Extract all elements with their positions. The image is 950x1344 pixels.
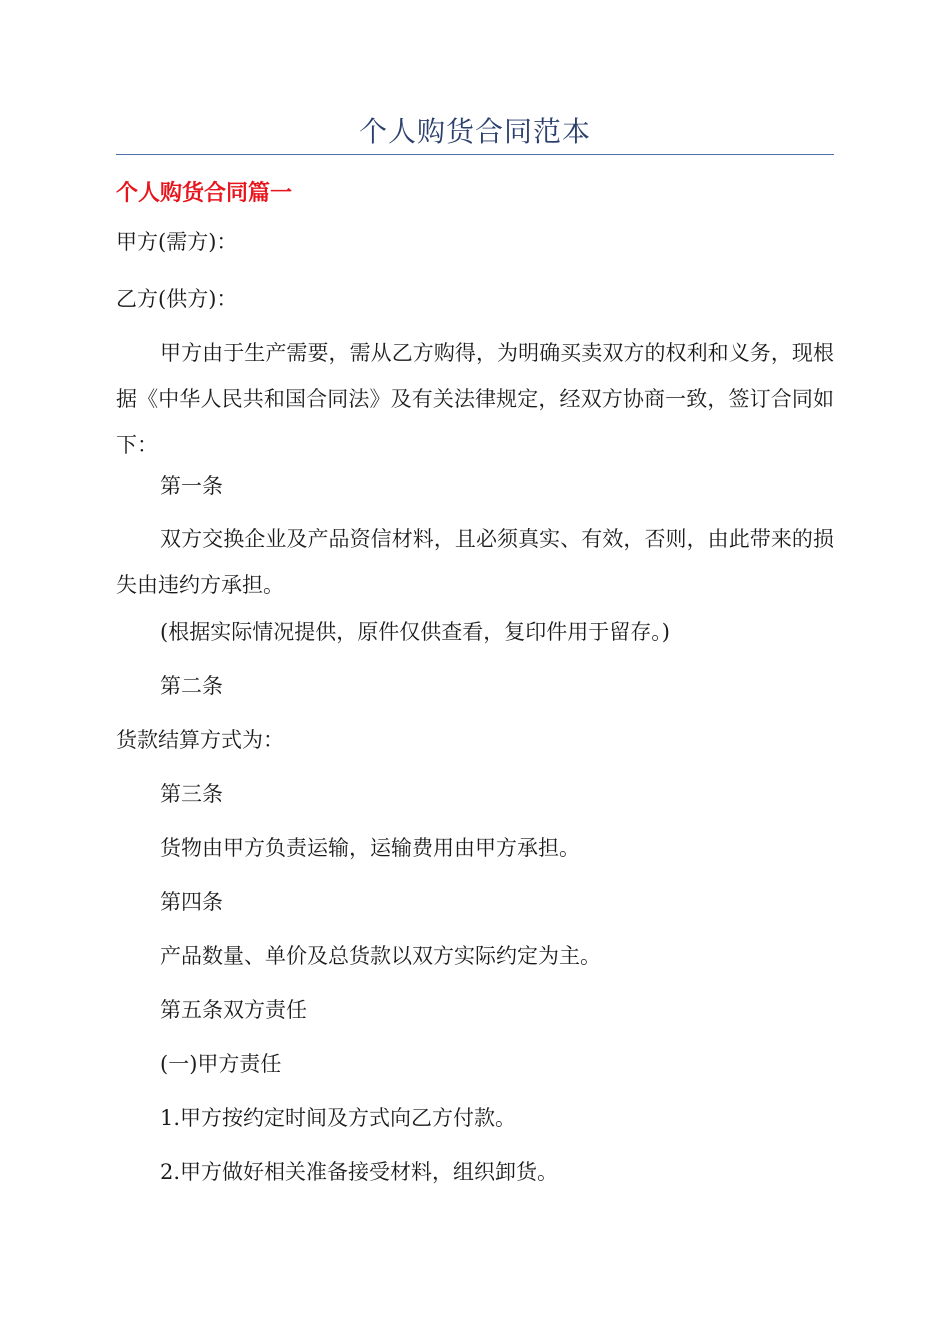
intro-paragraph: 甲方由于生产需要，需从乙方购得，为明确买卖双方的权利和义务，现根据《中华人民共和国合同法》及有关法律规定，经双方协商一致，签订合同如下：: [116, 341, 834, 457]
article-5-title: 第五条双方责任: [160, 998, 307, 1022]
document-title: 个人购货合同范本: [358, 115, 591, 148]
party-a-line: 甲方(需方)：: [116, 230, 238, 254]
article-2-title: 第二条: [160, 674, 223, 698]
article-2-text: 货款结算方式为：: [116, 728, 284, 752]
article-1-text: 双方交换企业及产品资信材料，且必须真实、有效，否则，由此带来的损失由违约方承担。: [116, 527, 834, 597]
party-b-line: 乙方(供方)：: [116, 287, 238, 311]
article-3-text: 货物由甲方负责运输，运输费用由甲方承担。: [160, 836, 580, 860]
article-1-title: 第一条: [160, 474, 223, 498]
article-4-title: 第四条: [160, 890, 223, 914]
party-a-duty-heading: (一)甲方责任: [160, 1052, 282, 1076]
article-3-title: 第三条: [160, 782, 223, 806]
title-underline: [116, 154, 834, 155]
article-4-text: 产品数量、单价及总货款以双方实际约定为主。: [160, 944, 601, 968]
duty-item-2: 2.甲方做好相关准备接受材料，组织卸货。: [160, 1160, 559, 1184]
section-heading: 个人购货合同篇一: [116, 181, 293, 206]
article-1-note: (根据实际情况提供，原件仅供查看，复印件用于留存。): [160, 620, 670, 644]
duty-item-1: 1.甲方按约定时间及方式向乙方付款。: [160, 1106, 517, 1130]
